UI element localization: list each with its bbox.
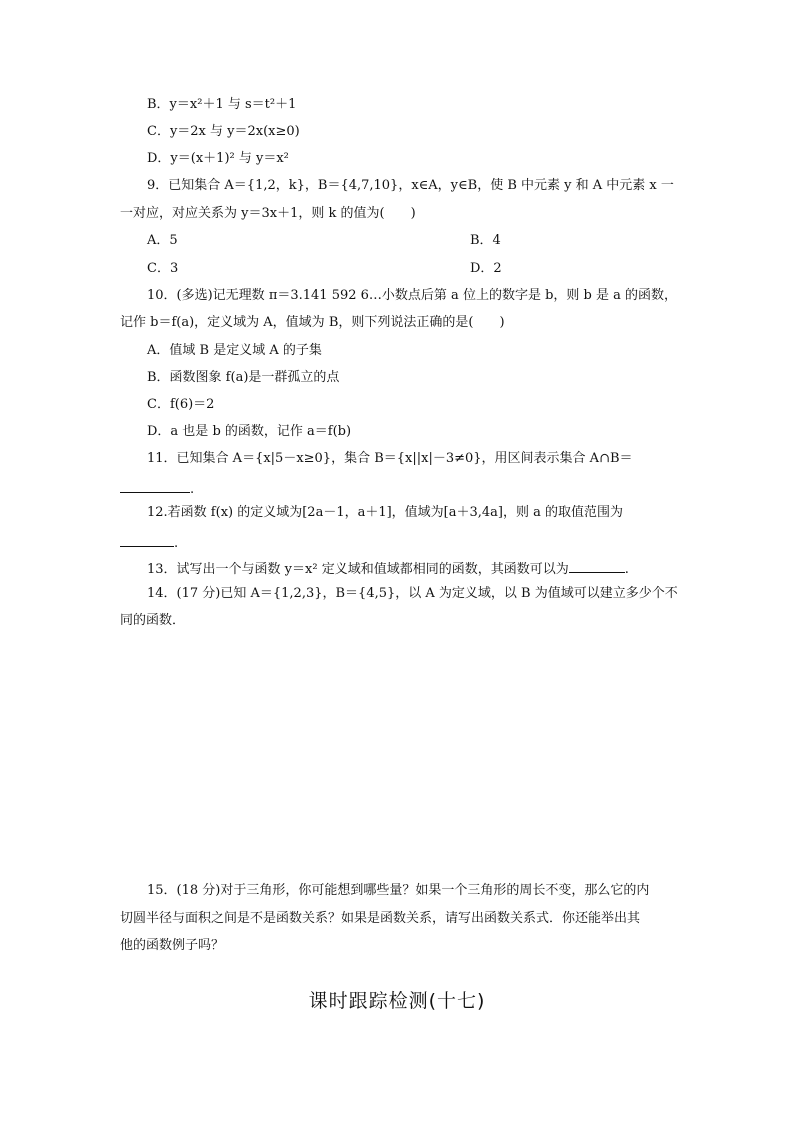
option-d-line: D．y＝(x＋1)² 与 y＝x² — [147, 151, 289, 166]
question-10-option-a: A．值域 B 是定义域 A 的子集 — [147, 343, 322, 358]
question-15-line-2: 切圆半径与面积之间是不是函数关系？如果是函数关系，请写出函数关系式．你还能举出其 — [120, 911, 641, 926]
question-10-line-1: 10．(多选)记无理数 π＝3.141 592 6…小数点后第 a 位上的数字是 b，则 b 是 a 的函数， — [147, 288, 677, 303]
option-b-line: B．y＝x²＋1 与 s＝t²＋1 — [147, 97, 297, 112]
question-13-text: 13．试写出一个与函数 y＝x² 定义域和值域都相同的函数，其函数可以为 — [147, 562, 569, 577]
question-9-option-b: B．4 — [470, 233, 501, 248]
question-15-line-1: 15．(18 分)对于三角形，你可能想到哪些量？如果一个三角形的周长不变，那么它的内 — [147, 883, 650, 898]
answer-blank — [120, 478, 190, 493]
period: . — [174, 536, 179, 551]
question-9-option-d: D．2 — [470, 261, 502, 276]
option-c-line: C．y＝2x 与 y＝2x(x≥0) — [147, 124, 300, 139]
period: . — [624, 562, 629, 577]
question-14-line-1: 14．(17 分)已知 A＝{1,2,3}，B＝{4,5}，以 A 为定义域，以 B 为值域可以建立多少个不 — [147, 586, 678, 601]
question-10-line-2: 记作 b＝f(a)，定义域为 A，值域为 B，则下列说法正确的是( ) — [120, 315, 505, 330]
section-heading: 课时跟踪检测(十七) — [308, 990, 486, 1012]
question-11-line-2 — [120, 478, 194, 499]
question-12-line-2 — [120, 532, 178, 553]
period: . — [190, 482, 195, 497]
question-10-option-b: B．函数图象 f(a)是一群孤立的点 — [147, 370, 340, 385]
question-9-line-2: 一对应，对应关系为 y＝3x＋1，则 k 的值为( ) — [120, 206, 416, 221]
question-9-line-1: 9．已知集合 A＝{1,2，k}，B＝{4,7,10}，x∈A，y∈B，使 B 中元素 y 和 A 中元素 x 一 — [147, 178, 674, 193]
question-10-option-c: C．f(6)＝2 — [147, 397, 215, 412]
answer-blank — [569, 558, 625, 573]
answer-blank — [120, 532, 174, 547]
question-9-option-c: C．3 — [147, 261, 179, 276]
question-10-option-d: D．a 也是 b 的函数，记作 a＝f(b) — [147, 424, 352, 439]
question-13-line — [147, 558, 629, 579]
question-11-line-1: 11．已知集合 A＝{x|5－x≥0}，集合 B＝{x||x|－3≠0}，用区间表示集合 A∩B＝ — [147, 451, 633, 466]
question-12-line-1: 12.若函数 f(x) 的定义域为[2a－1，a＋1]，值域为[a＋3,4a]，则 a 的取值范围为 — [147, 505, 624, 520]
question-9-option-a: A．5 — [147, 233, 178, 248]
question-15-line-3: 他的函数例子吗？ — [120, 938, 225, 953]
question-14-line-2: 同的函数． — [120, 613, 186, 628]
